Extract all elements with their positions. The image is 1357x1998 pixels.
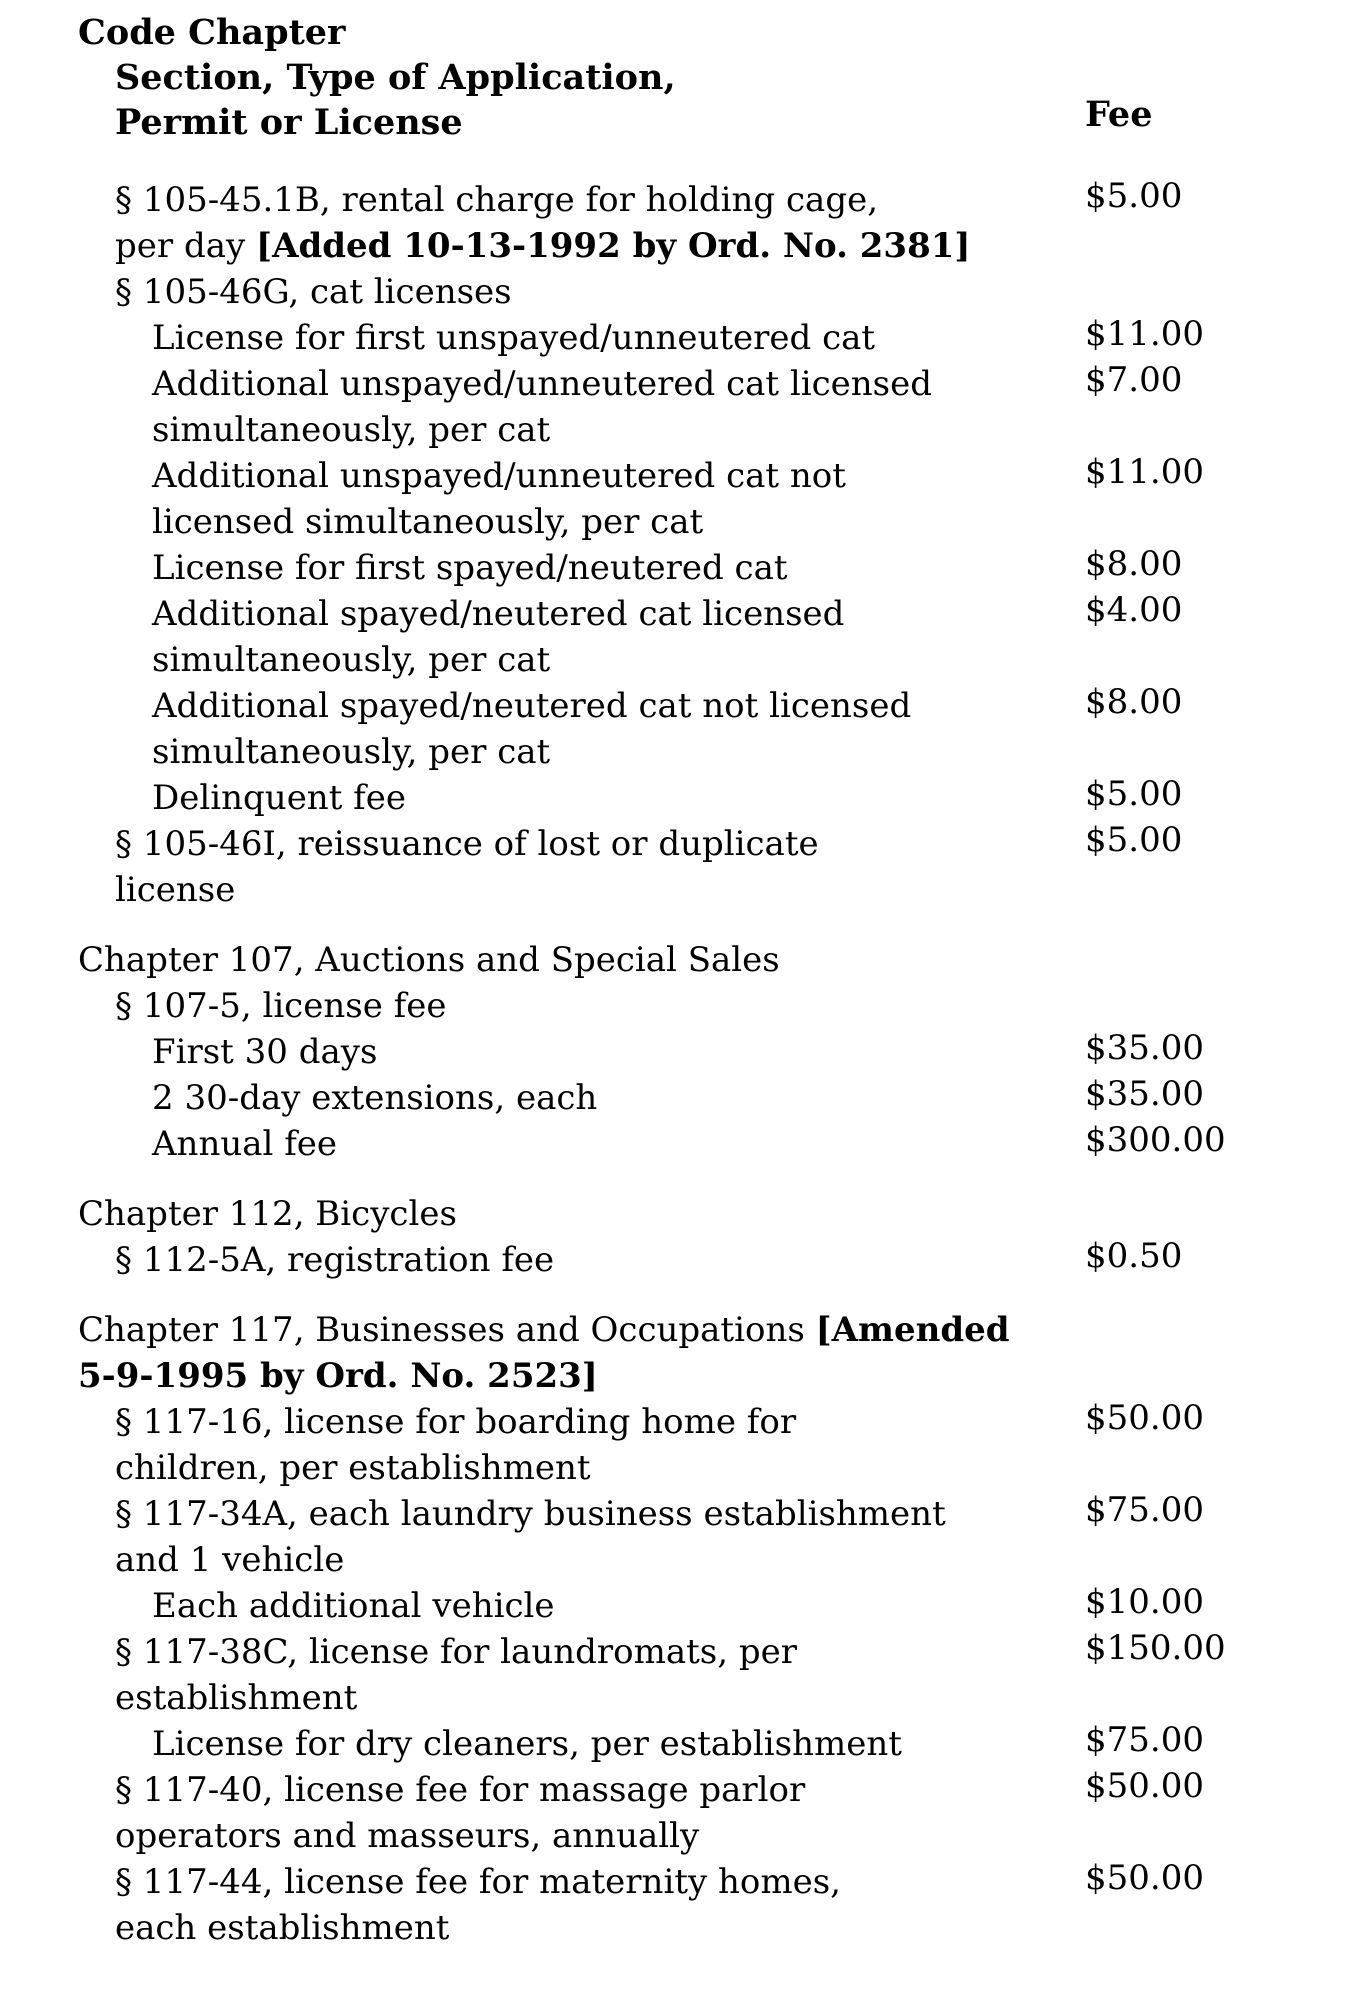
row-text: [115, 223, 970, 269]
section-gap: [0, 913, 1357, 937]
row-text: § 107-5, license fee: [115, 986, 447, 1026]
chapter-heading-row: [0, 1307, 1357, 1353]
fee-row: [0, 177, 1357, 223]
row-fee: $35.00: [1085, 1028, 1204, 1068]
row-text: § 117-16, license for boarding home for: [115, 1402, 797, 1442]
fee-row: [0, 1813, 1357, 1859]
row-text: each establishment: [115, 1908, 450, 1948]
row-text: License for first spayed/neutered cat: [152, 548, 788, 588]
fee-row: [0, 545, 1357, 591]
chapter-heading-row: [0, 1191, 1357, 1237]
header-code-chapter: Code Chapter: [78, 12, 346, 53]
row-fee: $50.00: [1085, 1858, 1204, 1898]
fee-row: [0, 223, 1357, 269]
row-text: simultaneously, per cat: [152, 732, 551, 772]
chapter-heading-plain: Chapter 117, Businesses and Occupations: [78, 1310, 816, 1350]
fee-row: [0, 1721, 1357, 1767]
row-fee: $8.00: [1085, 682, 1183, 722]
fee-row: [0, 591, 1357, 637]
section-gap: [0, 1283, 1357, 1307]
row-fee: $50.00: [1085, 1766, 1204, 1806]
fee-row: [0, 1905, 1357, 1951]
row-text: Additional unspayed/unneutered cat not: [152, 456, 846, 496]
fee-row: [0, 729, 1357, 775]
row-fee: $7.00: [1085, 360, 1183, 400]
chapter-heading-row: [0, 1353, 1357, 1399]
row-text: § 105-46G, cat licenses: [115, 272, 512, 312]
row-fee: $4.00: [1085, 590, 1183, 630]
header-fee: Fee: [1085, 94, 1153, 135]
row-text: licensed simultaneously, per cat: [152, 502, 704, 542]
row-fee: $11.00: [1085, 314, 1204, 354]
row-text: Additional spayed/neutered cat not licensed: [152, 686, 912, 726]
row-text: § 105-46I, reissuance of lost or duplicate: [115, 824, 819, 864]
chapter-heading: Chapter 112, Bicycles: [78, 1194, 457, 1234]
fee-row: [0, 1629, 1357, 1675]
row-text: § 117-44, license fee for maternity homes,: [115, 1862, 841, 1902]
row-text: Additional spayed/neutered cat licensed: [152, 594, 845, 634]
row-text-plain: per day: [115, 226, 256, 266]
fee-row: [0, 269, 1357, 315]
row-text: § 117-34A, each laundry business establishment: [115, 1494, 946, 1534]
fee-row: [0, 1445, 1357, 1491]
amendment-note: [Amended: [815, 1310, 1010, 1350]
fee-row: [0, 1491, 1357, 1537]
row-text: § 117-40, license fee for massage parlor: [115, 1770, 806, 1810]
fee-row: [0, 1121, 1357, 1167]
row-text: Annual fee: [152, 1124, 338, 1164]
fee-row: [0, 453, 1357, 499]
row-fee: $150.00: [1085, 1628, 1226, 1668]
fee-row: [0, 499, 1357, 545]
header-permit-license: Permit or License: [115, 102, 463, 143]
fee-row: [0, 1029, 1357, 1075]
fee-row: [0, 1583, 1357, 1629]
row-text: 2 30-day extensions, each: [152, 1078, 598, 1118]
fee-row: [0, 1399, 1357, 1445]
row-fee: $35.00: [1085, 1074, 1204, 1114]
fee-row: [0, 683, 1357, 729]
fee-row: [0, 1075, 1357, 1121]
row-text: operators and masseurs, annually: [115, 1816, 700, 1856]
amendment-note: [Added 10-13-1992 by Ord. No. 2381]: [256, 226, 971, 266]
chapter-heading: [78, 1307, 1010, 1353]
row-text: license: [115, 870, 236, 910]
row-fee: $5.00: [1085, 176, 1183, 216]
row-fee: $50.00: [1085, 1398, 1204, 1438]
chapter-heading: Chapter 107, Auctions and Special Sales: [78, 940, 780, 980]
row-text: simultaneously, per cat: [152, 410, 551, 450]
section-gap: [0, 1167, 1357, 1191]
fee-row: [0, 1237, 1357, 1283]
row-fee: $75.00: [1085, 1490, 1204, 1530]
row-text: First 30 days: [152, 1032, 378, 1072]
header-section-type: Section, Type of Application,: [115, 57, 676, 98]
row-text: License for first unspayed/unneutered cat: [152, 318, 876, 358]
row-fee: $5.00: [1085, 820, 1183, 860]
fee-row: [0, 407, 1357, 453]
fee-row: [0, 361, 1357, 407]
row-text: § 105-45.1B, rental charge for holding cage,: [115, 180, 879, 220]
row-fee: $300.00: [1085, 1120, 1226, 1160]
row-text: and 1 vehicle: [115, 1540, 345, 1580]
fee-row: [0, 775, 1357, 821]
row-text: § 112-5A, registration fee: [115, 1240, 555, 1280]
fee-row: [0, 821, 1357, 867]
fee-row: [0, 1537, 1357, 1583]
row-text: Additional unspayed/unneutered cat licensed: [152, 364, 933, 404]
fee-row: [0, 1859, 1357, 1905]
row-text: License for dry cleaners, per establishment: [152, 1724, 902, 1764]
row-fee: $75.00: [1085, 1720, 1204, 1760]
amendment-note: 5-9-1995 by Ord. No. 2523]: [78, 1356, 598, 1396]
column-header-section: [78, 10, 676, 145]
row-text: Delinquent fee: [152, 778, 407, 818]
row-fee: $10.00: [1085, 1582, 1204, 1622]
row-fee: $0.50: [1085, 1236, 1183, 1276]
chapter-heading-row: [0, 937, 1357, 983]
row-fee: $8.00: [1085, 544, 1183, 584]
row-text: Each additional vehicle: [152, 1586, 555, 1626]
row-text: children, per establishment: [115, 1448, 591, 1488]
fee-row: [0, 637, 1357, 683]
fee-table: [0, 177, 1357, 1951]
row-fee: $5.00: [1085, 774, 1183, 814]
fee-row: [0, 867, 1357, 913]
fee-row: [0, 983, 1357, 1029]
fee-row: [0, 1767, 1357, 1813]
fee-row: [0, 315, 1357, 361]
row-text: § 117-38C, license for laundromats, per: [115, 1632, 797, 1672]
row-text: establishment: [115, 1678, 358, 1718]
row-fee: $11.00: [1085, 452, 1204, 492]
fee-row: [0, 1675, 1357, 1721]
row-text: simultaneously, per cat: [152, 640, 551, 680]
